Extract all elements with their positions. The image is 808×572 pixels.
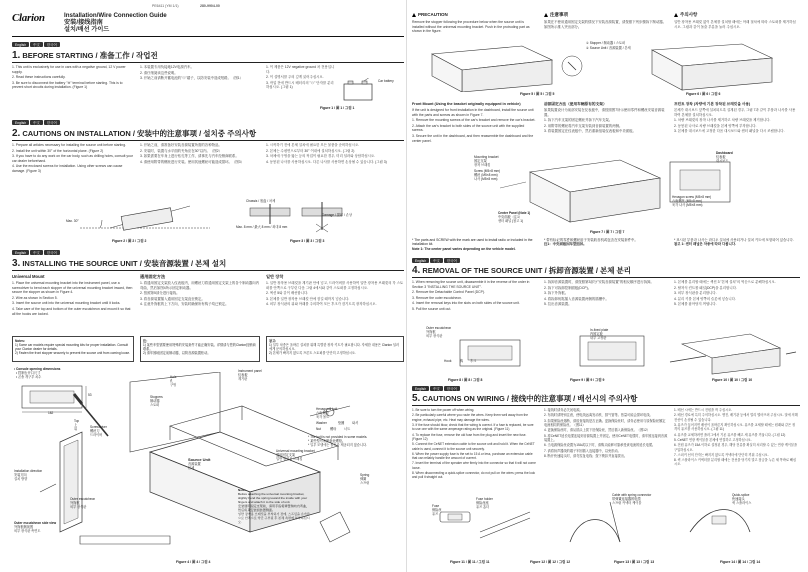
- s2-text-cn: 1. 开始之前，请准备好安装音源装置所需的各种物品。 2. 安装时，装置与水平面的夹角应在30°以内。（图2） 3. 如果需要在车身上进行钻孔等工作，请事先与汽车经销商联系。 4. 请使用附带的螺丝进行安装。使用其他螺丝可能造成损坏。（图3）: [140, 143, 244, 164]
- figure-13-caption: Figure 13 / 图 13 / 그림 13: [614, 560, 655, 564]
- section-2-heading: 2. CAUTIONS ON INSTALLATION / 安装中的注意事项 / 설치중 주의사항: [12, 129, 404, 141]
- front-mount-heading-kr: 프런트 장착 (차량에 기본 장착된 브래킷을 사용): [674, 102, 751, 106]
- lang-tags-s4: English 中文 한국어: [412, 258, 460, 263]
- precaution-heading-en: PRECAUTION: [412, 12, 448, 18]
- figure-5-caption: Figure 5 / 图 5 / 그림 5: [520, 92, 555, 96]
- front-mount-heading-en: Front Mount (Using the bracket originally equipped in vehicle): [412, 102, 521, 106]
- front-mount-note-cn: * 带有标记的零件和螺丝用于安装收音机或包含在安装套件中。 注1：中央面板因车型而异。: [544, 238, 638, 247]
- universal-mount-heading-en: Universal Mount: [12, 274, 45, 279]
- s4-text-kr: 1. 본체를 분리할 때에는 섹션 3 "본체 설치"의 역순으로 분해하십시오. 2. 탈착식 컨트롤 패널(DCP)을 분리합니다. 3. 외부 장식판을 분리합니다. 4. 분리 키를 본체 양쪽의 슬롯에 넣습니다. 5. 본체를 잡아당겨 꺼냅니다.: [674, 280, 776, 307]
- quick-splice-label: Quick-splice: [732, 493, 750, 497]
- section-4-title: REMOVAL OF THE SOURCE UNIT / 拆卸音源装置 / 본체 분리: [422, 266, 632, 275]
- figure-11-caption: Figure 11 / 图 11 / 그림 11: [450, 560, 490, 564]
- bolt-note: * The bolt is not provided in some models.: [308, 435, 368, 439]
- front-mount-note-en: * The parts and SCREW with the mark are used to install radio or included in the installation kit. Note 1: The center panel varies depending on the vehicle model.: [412, 238, 533, 251]
- s1-text-cn: 1. 本装置专用负接地12V电源汽车。 2. 请仔细阅读这些说明。 3. 开始之前请断开蓄电池的"⊖"端子，以防安装中造成短路。（图1）: [140, 65, 243, 81]
- doc-code: PE6411 (YM 1/1): [152, 4, 179, 8]
- guide-title-en: Installation/Wire Connection Guide: [64, 12, 167, 19]
- figure-7-caption: Figure 7 / 图 7 / 그림 7: [590, 230, 625, 234]
- source-unit-label: Source Unit: [188, 457, 211, 462]
- max-30-label: Max. 30°: [66, 219, 79, 223]
- precaution-heading-kr: 주의사항: [674, 12, 697, 18]
- figure-12-caption: Figure 12 / 图 12 / 그림 12: [530, 560, 571, 564]
- s1-text-en: 1. This unit is exclusively for use in cars with a negative ground, 12 V power supply. 2. Read these instructions carefully. 3. Be sure to disconnect the battery "⊖" terminal before starting. This is to prevent short circuits during installation. (Figure 1): [12, 65, 126, 90]
- s3-notes-kr: 참고: 1) 일부 차종은 올바른 설치를 위해 특별한 장착 키트가 필요합니다. 자세한 내용은 Clarion 딜러에게 문의하십시오. 2) 본체가 빠지지 않도록 프론트 스토퍼를 단단히 고정하십시오.: [266, 336, 404, 362]
- washer-label: Washer: [316, 421, 327, 425]
- s5-text-en: 1. Be sure to turn the power off when wiring. 2. Be particularly careful where you route the wires. Keep them well away from the engine, exhaust pipe, etc. Heat may damage the wires. 3. If the fuse should blow, check that the wiring is correct. If a fuse is replaced, be sure to use one with the same amperage rating as the original. (Figure 11) 4. To replace the fuse, remove the old fuse from the plug and insert the new fuse. (Figure 12) 5. Connect the CeNET extension cable to the source unit and hold it. When the CeNET cable is used, connect it to the source unit securely. 6. When the power supply fuse is the set to 15 A or less, purchase an extension cable that can reliably handle the amount of current. 7. Insert the terminal of the speaker wire firmly into the connector so that it will not come loose. 8. When disconnecting a quick-splice connector, do not pull on the wires; press the lock and pull it straight out.: [412, 408, 536, 480]
- dim-height: 53: [88, 393, 92, 397]
- figure-2-caption: Figure 2 / 图 2 / 그림 2: [112, 239, 147, 243]
- doc-number: 280-9904-00: [200, 4, 220, 8]
- fuse-label: Fuse: [432, 504, 440, 508]
- guide-title-cn: 安装/接线指南: [64, 19, 103, 26]
- figure-9-caption: Figure 9 / 图 9 / 그림 9: [570, 378, 605, 382]
- in-fixed-plate-label: In-fixed plate: [590, 328, 609, 332]
- removal-figures: [420, 326, 800, 376]
- figure-3-caption: Figure 3 / 图 3 / 그림 3: [290, 239, 325, 243]
- s3-text-en: 1. Place the universal mounting bracket into the instrument panel, use a screwdriver to bend each stopper of the universal mounting bracket inward, then secure the stopper as shown in Figure 4. 2. Wire as shown in Section 5. 3. Insert the source unit into the universal mounting bracket until it locks. 4. Take care of the top and bottom of the outer escutcheon and mount it so that all the hooks are locked.: [12, 281, 133, 316]
- section-5-title: CAUTIONS ON WIRING / 接线中的注意事项 / 배선시의 주의사항: [422, 394, 638, 403]
- universal-mount-heading-kr: 일반 장착: [266, 274, 284, 279]
- section-5-heading: 5. CAUTIONS ON WIRING / 接线中的注意事项 / 배선시의 주의사항: [412, 394, 800, 406]
- source-unit-label-2: ② Source Unit / 音源装置 / 본체: [586, 46, 631, 50]
- lang-tags-s5: English 中文 한국어: [412, 386, 460, 391]
- dim-width: 182: [48, 411, 54, 415]
- s2-text-kr: 1. 시작하기 전에 본체 설치에 필요한 모든 물품을 준비하십시오. 2. 본체는 수평면으로부터 30° 이내에 설치하십시오. (그림 2) 3. 차체에 구멍을 뚫는 등의 작업이 필요한 경우, 미리 딜러와 상담하십시오. 4. 동봉된 나사를 사용하십시오. 다른 나사를 사용하면 손상될 수 있습니다. (그림 3): [266, 143, 387, 164]
- section-1-title: BEFORE STARTING / 准备工作 / 작업전: [22, 51, 158, 60]
- screw-figure: [240, 200, 360, 236]
- precaution-text-cn: 如果在不使用通用固定支架的情况下安装音源装置，请按照下列步骤拆下制动器。如图所示推入突出部分。: [544, 20, 667, 29]
- front-mount-text-kr: 본체가 대시보드 앞쪽에 설치되도록 설계된 경우, 그림 7과 같이 부품과 나사를 사용하여 본체를 설치하십시오. 1. 차량 브래킷의 장착 나사를 제거하고 차량 브래킷을 제거합니다. 2. 동봉된 나사로 차량 브래킷을 본체 양쪽에 부착합니다. 3. 본체를 대시보드에 고정한 다음 대시보드와 센터 패널을 다시 조립합니다.: [674, 108, 796, 134]
- figure-1-caption: Figure 1 / 图 1 / 그림 1: [320, 106, 355, 110]
- precaution-text-en: Remove the stopper following the procedure below when the source unit is installed without the universal mounting bracket. Push in the protruding part as shown in the figure.: [412, 20, 530, 34]
- section-4-heading: 4. REMOVAL OF THE SOURCE UNIT / 拆卸音源装置 / 본체 분리: [412, 266, 800, 278]
- guide-title-kr: 설치/배선 가이드: [64, 26, 110, 33]
- figure-10-caption: Figure 10 / 图 10 / 그림 10: [712, 378, 753, 382]
- s3-notes-cn: 注： 1) 某些车型需要使用特殊的安装套件才能正确安装。详情请与您的Clarion经销商联系。 2) 请牢固地固定前制动器，以防音源装置松动。: [140, 336, 260, 362]
- angle-figure: [70, 198, 220, 238]
- fuse-holder-label: Fuse holder: [476, 497, 493, 501]
- precaution-heading-cn: 注意事项: [544, 12, 568, 18]
- section-1-number: 1.: [12, 50, 21, 61]
- cable-spring-label: Cable with spring connector: [612, 493, 652, 497]
- s5-text-kr: 1. 배선 시에는 반드시 전원을 꺼 주십시오. 2. 배선 경로에 특히 주의하십시오. 엔진, 배기관 등에서 멀리 떨어뜨려 주십시오. 열에 의해 전선이 손상될 수 있습니다. 3. 퓨즈가 끊어지면 배선이 올바른지 확인하십시오. 퓨즈를 교체할 때에는 원래와 같은 정격의 퓨즈를 사용하십시오. (그림 11) 4. 퓨즈를 교체하려면 플러그에서 기존 퓨즈를 빼고 새 퓨즈를 끼웁니다. (그림 12) 5. CeNET 연장 케이블을 본체에 연결하고 고정하십시오. 6. 전원 퓨즈가 15A 이하로 설정된 경우, 해당 전류를 확실히 처리할 수 있는 연장 케이블을 구입하십시오. 7. 스피커 선의 단자는 빠지지 않도록 커넥터에 단단히 끼워 주십시오. 8. 퀵 스플라이스 커넥터를 분리할 때에는 전선을 당기지 말고 잠금을 누른 채 똑바로 빼십시오.: [674, 408, 798, 467]
- spring-label: Spring: [360, 473, 370, 477]
- top-label: Top: [74, 419, 80, 423]
- stoppers-label: Stoppers: [150, 395, 163, 399]
- damage-label: Damage / 损坏 / 손상: [322, 213, 352, 217]
- figure-6-caption: Figure 6 / 图 6 / 그림 6: [686, 92, 721, 96]
- universal-bracket-label: Universal mounting bracket: [276, 449, 315, 453]
- outer-escutcheon-side-label: Outer escutcheon side view: [14, 521, 57, 525]
- lang-tag-chinese: 中文: [30, 42, 43, 47]
- screwdriver-label: Screwdriver: [90, 425, 107, 429]
- s5-text-cn: 1. 接线时请务必关闭电源。 2. 布线时请特别注意，使电线远离发动机、排气管等。热量可能会损坏电线。 3. 如果保险丝熔断，请检查接线是否正确。更换保险丝时，请务必使用与原保险丝额定电流相同的保险丝。（图11） 4. 更换保险丝时，请从插头上拔下旧保险丝，然后插入新保险丝。（图12） 5. 将CeNET延长电缆连接到音源装置上并固定。使用CeNET电缆时，请牢固连接到音源装置上。 6. 当电源保险丝设置为15A或以下时，请购买能够可靠承受该电流的延长电缆。 7. 请将扬声器线的端子牢固插入连接器中，以免松动。 8. 断开快速接头时，请勿拉扯电线；按下锁扣并直接拔出。: [544, 408, 668, 458]
- section-3-heading: 3. INSTALLING THE SOURCE UNIT / 安装音源装置 / 본체 설치: [12, 259, 404, 271]
- front-mount-note-kr: * 표시된 부품과 나사는 라디오 설치에 사용되거나 설치 키트에 포함되어 있습니다. 참고 1: 센터 패널은 차종에 따라 다릅니다.: [674, 238, 794, 247]
- s4-text-cn: 1. 拆卸音源装置时，请按照第3部分"安装音源装置"的相反顺序进行拆卸。 2. 拆下可拆卸控制面板(DCP)。 3. 拆下外饰框。 4. 将拆卸钥匙插入音源装置两侧的插槽中。 5. 拉出音源装置。: [544, 280, 654, 307]
- precaution-text-kr: 일반 장착용 브래킷 없이 본체를 설치할 때에는 아래 절차에 따라 스토퍼를 제거하십시오. 그림과 같이 돌출 부분을 눌러 주십시오.: [674, 20, 796, 29]
- console-dimensions-label: • Console opening dimensions: [14, 367, 61, 371]
- installation-direction-label: Installation direction: [14, 469, 43, 473]
- s1-text-kr: 1. 이 제품은 12V negative ground 차 전용입니다. 2. 이 설명서를 주의 깊게 읽어주십시오. 3. 작업 전에 반드시 배터리의 "⊖" 단자를 분리하십시오. (그림 1): [266, 65, 335, 90]
- hexagonal-bolt-label: Hexagonal bolt: [316, 407, 338, 411]
- warning-icon: [544, 13, 548, 17]
- hook-label: Hook: [444, 359, 452, 363]
- front-mount-heading-cn: 前部固定方法（使用车辆原有的支架）: [544, 102, 607, 106]
- lang-tag-korean: 한국어: [44, 42, 60, 47]
- stopper-pushed-figure: [632, 40, 792, 92]
- lang-tags-s3: English 中文 한국어: [12, 250, 60, 255]
- fig4-note: Note: Before attaching the universal mounting bracket, slightly bend the spring toward the inside with your fingers and attach it to the side of unit. 安装通用固定支架前，请用手指将弹簧稍向内弯曲，然后将其安装到装置侧面。 일반 장착용 브래킷을 부착하기 전에, 스프링을 손가락으로 안쪽으로 약간 구부린 후 본체 측면에 부착하십시오.: [238, 488, 310, 525]
- battery-figure: [340, 78, 380, 102]
- screw-label: Screw (M5×8 mm): [474, 169, 501, 173]
- s2-text-en: 1. Prepare all articles necessary for installing the source unit before starting. 2. Install the unit within 30° of the horizontal plane. (Figure 2) 3. If you have to do any work on the car body, such as drilling holes, consult your car dealer beforehand. 4. Use the enclosed screws for installation. Using other screws can cause damage. (Figure 3): [12, 143, 133, 173]
- section-3-title: INSTALLING THE SOURCE UNIT / 安装音源装置 / 본체 설치: [22, 259, 227, 268]
- chassis-label: Chassis / 底盘 / 차체: [246, 199, 276, 203]
- outer-escutcheon-label: Outer escutcheon: [70, 497, 96, 501]
- front-mount-text-cn: 如果装置设计为前部安装在仪表板中，请按照图7所示使用零件和螺丝安装音源装置。 1. 拆下汽车支架的固定螺丝并拆下汽车支架。 2. 用附带的螺丝将汽车支架安装到音源装置的两侧。 3. 将装置固定在仪表板中，然后重新组装仪表板和中央面板。: [544, 108, 665, 134]
- warning-icon: [674, 13, 678, 17]
- section-2-title: CAUTIONS ON INSTALLATION / 安装中的注意事项 / 설치중 주의사항: [22, 129, 257, 138]
- dashboard-label: Dashboard: [716, 151, 733, 155]
- nut-label: Nut: [316, 427, 321, 431]
- section-1-heading: [12, 51, 404, 63]
- lang-tag-english: English: [12, 42, 29, 47]
- clarion-logo: Clarion: [12, 12, 45, 24]
- s3-text-cn: 1. 将通用固定支架放入仪表板内，用螺丝刀将通用固定支架上的各个制动器向内弯曲，然后如图4所示固定制动器。 2. 按照第5部分进行接线。 3. 将音源装置插入通用固定支架直至锁定。 4. 注意外饰框的上下方向，安装时确保所有钩子均已锁定。: [140, 281, 260, 307]
- s3-notes-en: Notes: 1) Some car models require special mounting kits for proper installation. Consult your Clarion dealer for details. 2) Fasten the front stopper securely to prevent the source unit from coming loose.: [12, 336, 134, 362]
- universal-mount-heading-cn: 通用固定方法: [140, 274, 166, 279]
- center-panel-label: Center Panel (Note 1): [498, 211, 531, 215]
- hexagon-screw-label: Hexagon screw (M5×8 mm): [672, 195, 712, 199]
- max-8mm-label: Max. 8 mm / 最大 8 mm / 최대 8 mm: [236, 225, 288, 229]
- s4-text-en: 1. When removing the source unit, disassemble it in the reverse of the order in Section 3 "INSTALLING THE SOURCE UNIT". 2. Remove the Detachable Control Panel (DCP). 3. Remove the outer escutcheon. 4. Insert the removal keys into the slots on both sides of the source unit. 5. Pull the source unit out.: [412, 280, 530, 311]
- hole-label: Hole: [170, 375, 177, 379]
- outer-escutcheon-label-2: Outer escutcheon: [426, 326, 452, 330]
- stopper-label: ① Stopper / 制动器 / 스토퍼: [586, 41, 626, 45]
- figure-14-caption: Figure 14 / 图 14 / 그림 14: [720, 560, 761, 564]
- instrument-panel-label: Instrument panel: [238, 369, 262, 373]
- figure-8-caption: Figure 8 / 图 8 / 그림 8: [448, 378, 483, 382]
- car-battery-label: Car battery: [378, 79, 394, 83]
- lang-tags-s2: English 中文 한국어: [12, 120, 60, 125]
- mounting-bracket-label: Mounting bracket: [474, 155, 499, 159]
- warning-icon: [412, 13, 416, 17]
- lang-tags-s1: [12, 42, 60, 47]
- front-mount-text-en: If the unit is designed for front installation in the dashboard, install the source unit with the parts and screws as shown in Figure 7. 1. Remove the mounting screws of the car's bracket and remove the car's bracket. 2. Attach the car's bracket to both sides of the source unit with the supplied screws. 3. Secure the unit in the dashboard, and then reassemble the dashboard and the center panel.: [412, 108, 536, 143]
- s3-text-kr: 1. 일반 장착용 브래킷을 계기판 안에 넣고, 드라이버를 사용하여 일반 장착용 브래킷의 각 스토퍼를 안쪽으로 구부린 다음 그림 4에서와 같이 스토퍼를 고정하십시오. 2. 섹션 5와 같이 배선합니다. 3. 본체를 일반 장착용 브래킷 안에 잠길 때까지 넣습니다. 4. 외부 장식판의 위와 아래를 주의하여 모든 후크가 잠기도록 장착하십시오.: [266, 281, 404, 307]
- figure-4-caption: Figure 4 / 图 4 / 그림 4: [176, 560, 211, 564]
